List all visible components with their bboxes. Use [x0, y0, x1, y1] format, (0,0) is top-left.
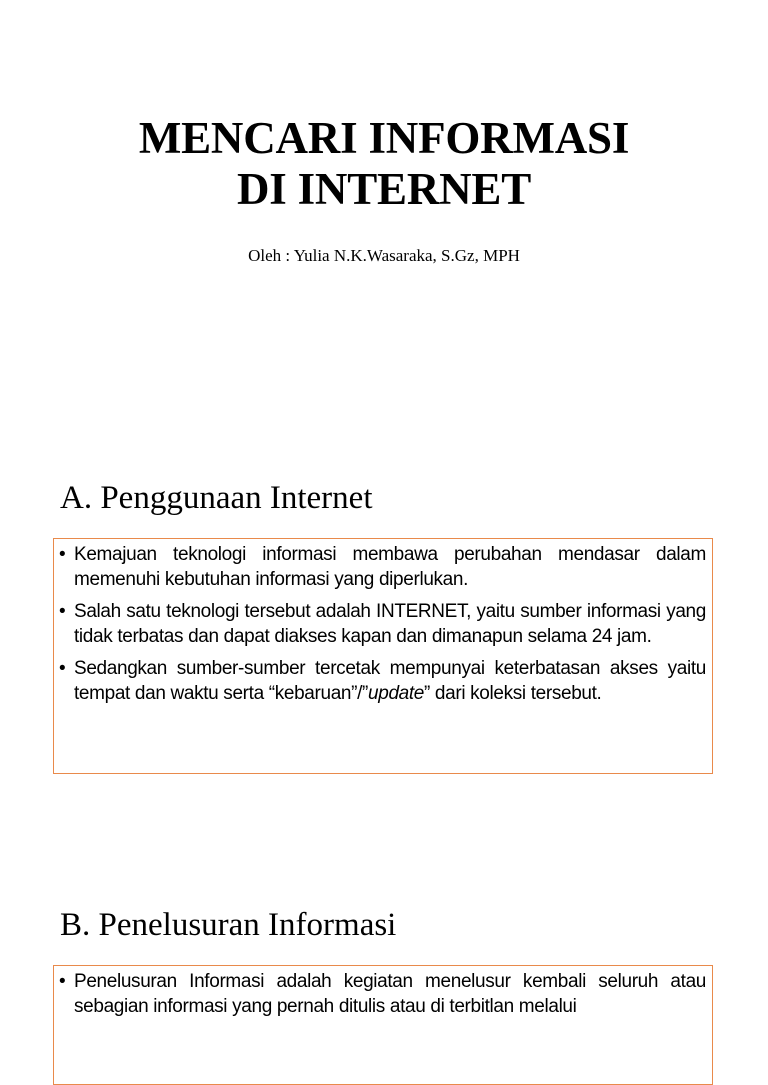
bullet-item — [59, 600, 706, 649]
page-title — [0, 113, 768, 215]
section-a-box — [53, 538, 713, 774]
bullet-item — [59, 970, 706, 1019]
bullet-dot: • — [59, 601, 66, 622]
bullet-dot: • — [59, 544, 66, 565]
bullet-dot: • — [59, 971, 66, 992]
bullet-text-before: Sedangkan sumber-sumber tercetak mempunyai keterbatasan akses yaitu tempat dan waktu serta “kebaruan”/” — [74, 658, 706, 704]
bullet-text: Kemajuan teknologi informasi membawa perubahan mendasar dalam memenuhi kebutuhan informasi yang diperlukan. — [74, 544, 706, 590]
section-b-box — [53, 965, 713, 1085]
bullet-dot: • — [59, 658, 66, 679]
bullet-item — [59, 657, 706, 706]
section-b-heading: B. Penelusuran Informasi — [60, 907, 397, 943]
bullet-text: Penelusuran Informasi adalah kegiatan menelusur kembali seluruh atau sebagian informasi yang pernah ditulis atau di terbitlan melalui — [74, 971, 706, 1017]
title-line-1: MENCARI INFORMASI — [138, 113, 630, 163]
author-byline: Oleh : Yulia N.K.Wasaraka, S.Gz, MPH — [248, 246, 520, 265]
bullet-item — [59, 543, 706, 592]
bullet-text: Salah satu teknologi tersebut adalah INTERNET, yaitu sumber informasi yang tidak terbatas dan dapat diakses kapan dan dimanapun selama 24 jam. — [74, 601, 706, 647]
bullet-text-after: ” dari koleksi tersebut. — [424, 682, 602, 704]
title-line-2: DI INTERNET — [236, 164, 532, 214]
section-a-heading: A. Penggunaan Internet — [60, 480, 373, 516]
bullet-text-italic: update — [368, 682, 425, 704]
